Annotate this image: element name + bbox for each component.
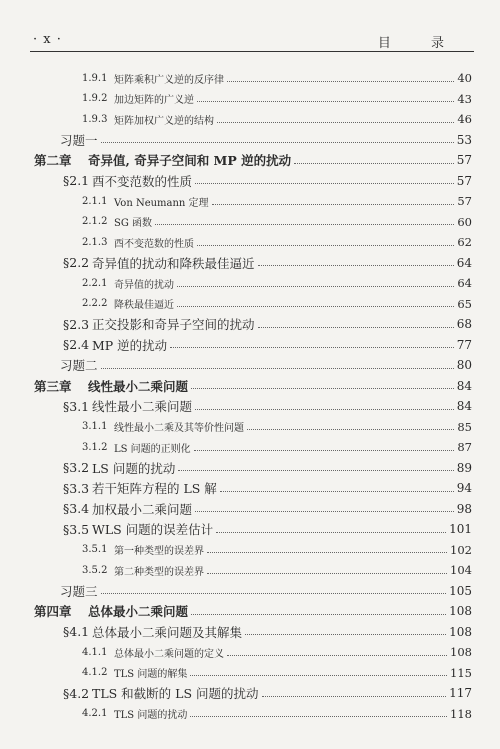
dot-leader xyxy=(217,121,454,123)
toc-entry-page: 104 xyxy=(450,563,472,577)
dot-leader xyxy=(245,633,446,635)
toc-entry-number: 2.1.2 xyxy=(82,216,108,227)
toc-entry xyxy=(0,376,500,396)
dot-leader xyxy=(170,346,454,348)
dot-leader xyxy=(101,141,454,143)
dot-leader xyxy=(190,715,447,717)
toc-entry-title: 第二种类型的误差界 xyxy=(114,566,204,578)
toc-entry-number: §2.3 xyxy=(63,316,90,332)
dot-leader xyxy=(195,510,454,512)
toc-entry-title: 奇异值的扰动 xyxy=(114,279,174,291)
page-title: 目 录 xyxy=(377,36,462,51)
toc-entry-number: §2.2 xyxy=(63,255,90,270)
toc-entry-page: 77 xyxy=(456,337,472,352)
toc-entry-title: 线性最小二乘及其等价性问题 xyxy=(114,423,244,434)
toc-entry-number: §2.1 xyxy=(63,173,90,188)
toc-entry xyxy=(0,109,500,129)
toc-entry-title: 习题三 xyxy=(60,583,98,599)
dot-leader xyxy=(207,551,447,553)
toc-entry xyxy=(0,540,500,560)
toc-entry-title: MP 逆的扰动 xyxy=(92,337,168,353)
toc-entry-page: 94 xyxy=(456,481,472,495)
dot-leader xyxy=(207,572,447,574)
dot-leader xyxy=(227,80,454,82)
toc-entry-number: 4.1.2 xyxy=(82,667,108,678)
dot-leader xyxy=(216,531,446,533)
dot-leader xyxy=(197,244,454,246)
toc-entry-title: 降秩最佳逼近 xyxy=(114,300,174,311)
toc-entry-title: 奇异值的扰动和降秩最佳逼近 xyxy=(92,255,255,271)
toc-entry xyxy=(0,478,500,498)
dot-leader xyxy=(195,408,454,410)
toc-entry xyxy=(0,601,500,621)
toc-entry-number: §3.2 xyxy=(63,460,90,475)
dot-leader xyxy=(155,223,454,225)
toc-entry xyxy=(0,191,500,211)
toc-entry xyxy=(0,437,500,457)
toc-entry-page: 46 xyxy=(457,112,472,126)
toc-entry xyxy=(0,89,500,109)
toc-entry-page: 115 xyxy=(450,665,472,680)
toc-entry-title: TLS 和截断的 LS 问题的扰动 xyxy=(92,686,259,701)
toc-entry-page: 57 xyxy=(456,173,472,188)
toc-entry-number: §3.3 xyxy=(63,480,90,496)
toc-entry xyxy=(0,499,500,519)
toc-entry-page: 68 xyxy=(456,317,472,331)
toc-entry-title: 若干矩阵方程的 LS 解 xyxy=(92,481,217,496)
dot-leader xyxy=(177,305,454,307)
dot-leader xyxy=(195,182,454,184)
toc-entry-number: 4.2.1 xyxy=(82,708,108,719)
toc-entry-number: 2.2.1 xyxy=(82,277,108,289)
dot-leader xyxy=(178,469,453,471)
toc-entry-title: 正交投影和奇异子空间的扰动 xyxy=(92,317,255,332)
dot-leader xyxy=(194,449,455,451)
dot-leader xyxy=(191,613,446,615)
toc-entry-page: 60 xyxy=(457,214,472,229)
dot-leader xyxy=(191,387,454,389)
toc-entry-number: 1.9.1 xyxy=(82,72,108,84)
toc-entry xyxy=(0,519,500,539)
toc-entry xyxy=(0,663,500,683)
toc-entry-page: 57 xyxy=(456,153,472,167)
toc-entry-page: 64 xyxy=(456,255,472,270)
toc-entry-title: TLS 问题的解集 xyxy=(114,669,188,680)
toc-entry-page: 43 xyxy=(457,91,472,106)
dot-leader xyxy=(101,592,447,594)
toc-entry xyxy=(0,335,500,355)
toc-entry-page: 57 xyxy=(457,194,472,208)
toc-entry-title: 总体最小二乘问题及其解集 xyxy=(92,624,243,640)
dot-leader xyxy=(247,428,454,430)
dot-leader xyxy=(177,285,454,287)
dot-leader xyxy=(220,490,454,492)
dot-leader xyxy=(212,203,455,205)
toc-entry-title: SG 函数 xyxy=(114,218,153,229)
toc-entry-title: 线性最小二乘问题 xyxy=(88,378,189,394)
toc-entry-title: LS 问题的正则化 xyxy=(114,443,191,455)
dot-leader xyxy=(258,326,454,328)
toc-entry-number: 3.1.1 xyxy=(82,421,108,432)
toc-entry xyxy=(0,396,500,416)
page-header xyxy=(30,29,474,52)
toc-entry-number: 2.1.3 xyxy=(82,236,108,248)
dot-leader xyxy=(101,367,454,369)
toc-entry-title: Von Neumann 定理 xyxy=(114,197,209,209)
toc-entry xyxy=(0,68,500,88)
toc-entry xyxy=(0,458,500,478)
toc-entry xyxy=(0,622,500,642)
toc-entry-number: 2.2.2 xyxy=(82,298,108,309)
toc-entry-page: 65 xyxy=(457,296,472,311)
toc-entry-page: 89 xyxy=(456,460,472,475)
toc-entry-title: TLS 问题的扰动 xyxy=(114,710,188,721)
toc-entry-number: 2.1.1 xyxy=(82,195,108,207)
dot-leader xyxy=(294,162,454,164)
dot-leader xyxy=(227,654,447,656)
toc-entry-number: 3.1.2 xyxy=(82,441,108,453)
toc-entry-title: 总体最小二乘问题的定义 xyxy=(114,648,224,660)
toc-entry xyxy=(0,294,500,314)
toc-entry xyxy=(0,642,500,662)
page-number: · x · xyxy=(33,32,62,47)
toc-entry-number: 4.1.1 xyxy=(82,646,108,658)
toc-entry-title: 酉不变范数的性质 xyxy=(114,238,194,250)
dot-leader xyxy=(258,264,454,266)
toc-entry-page: 102 xyxy=(450,542,472,557)
toc-entry-page: 53 xyxy=(456,132,472,147)
toc-entry-title: 奇异值, 奇异子空间和 MP 逆的扰动 xyxy=(88,153,292,168)
toc-entry-title: 习题二 xyxy=(60,358,98,373)
toc-entry xyxy=(0,253,500,273)
toc-entry-title: 线性最小二乘问题 xyxy=(92,399,193,414)
toc-entry-title: 习题一 xyxy=(60,132,98,148)
toc-entry-number: 1.9.3 xyxy=(82,113,108,125)
toc-entry xyxy=(0,314,500,334)
toc-entry-page: 40 xyxy=(457,71,472,85)
toc-entry-number: 1.9.2 xyxy=(82,93,108,104)
toc-entry xyxy=(0,560,500,580)
toc-entry-number: §4.1 xyxy=(63,624,90,639)
toc-entry xyxy=(0,581,500,601)
toc-entry xyxy=(0,171,500,191)
dot-leader xyxy=(262,695,447,697)
toc-entry-number: 3.5.1 xyxy=(82,544,108,555)
toc-entry-title: 矩阵乘积广义逆的反序律 xyxy=(114,74,224,86)
toc-entry xyxy=(0,150,500,170)
toc-entry-page: 108 xyxy=(449,604,472,618)
toc-entry xyxy=(0,273,500,293)
toc-entry-number: 第三章 xyxy=(34,378,72,394)
toc-entry-number: 第二章 xyxy=(34,153,72,168)
toc-entry-page: 105 xyxy=(449,583,472,598)
toc-entry xyxy=(0,130,500,150)
toc-entry xyxy=(0,212,500,232)
toc-entry-page: 98 xyxy=(456,501,472,516)
toc-entry-page: 108 xyxy=(449,624,472,639)
toc-entry-number: 3.5.2 xyxy=(82,564,108,576)
toc-entry-page: 84 xyxy=(456,378,472,393)
toc-entry-page: 117 xyxy=(449,686,472,700)
toc-entry-title: 加权最小二乘问题 xyxy=(92,501,193,517)
toc-entry-number: §4.2 xyxy=(63,685,90,701)
toc-entry xyxy=(0,232,500,252)
toc-entry-number: §3.1 xyxy=(63,398,90,414)
toc-entry-page: 62 xyxy=(457,235,472,249)
toc-entry-number: 第四章 xyxy=(34,604,72,619)
toc-entry-page: 85 xyxy=(457,419,472,434)
toc-entry-number: §3.4 xyxy=(63,501,90,516)
toc-entry xyxy=(0,355,500,375)
toc-entry-title: WLS 问题的误差估计 xyxy=(92,522,214,537)
toc-entry-page: 101 xyxy=(449,522,472,536)
toc-entry xyxy=(0,704,500,724)
toc-entry-number: §2.4 xyxy=(63,337,90,352)
toc-entry-title: LS 问题的扰动 xyxy=(92,460,176,476)
toc-entry-title: 第一种类型的误差界 xyxy=(114,546,204,557)
toc-entry-page: 108 xyxy=(450,645,472,659)
toc-entry-number: §3.5 xyxy=(63,521,90,537)
dot-leader xyxy=(197,100,454,102)
toc-entry-title: 酉不变范数的性质 xyxy=(92,173,193,189)
toc-entry-title: 总体最小二乘问题 xyxy=(88,604,189,619)
toc-entry-page: 118 xyxy=(450,706,472,721)
toc-entry-page: 64 xyxy=(457,276,472,290)
toc-entry xyxy=(0,417,500,437)
toc-entry-title: 加边矩阵的广义逆 xyxy=(114,95,194,106)
toc-entry-page: 87 xyxy=(457,440,472,454)
dot-leader xyxy=(190,674,447,676)
toc-entry-page: 80 xyxy=(456,358,472,372)
toc-entry-page: 84 xyxy=(456,399,472,413)
toc-entry xyxy=(0,683,500,703)
toc-entry-title: 矩阵加权广义逆的结构 xyxy=(114,115,214,127)
